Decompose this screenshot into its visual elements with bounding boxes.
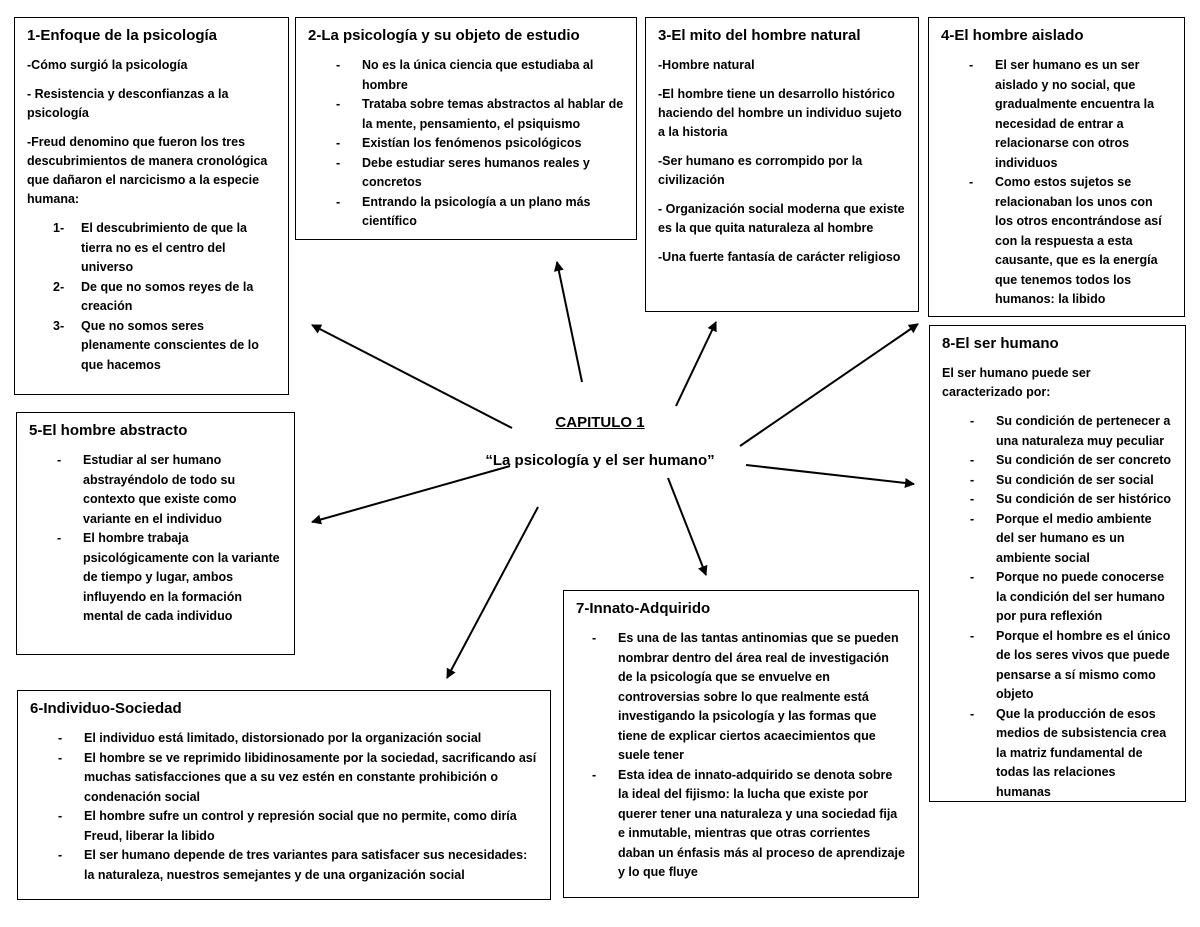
arrow-to-box8 [746, 465, 914, 484]
box6-list-item: - El hombre se ve reprimido libidinosamente por la sociedad, sacrificando así muchas satisfacciones que a su vez estén en constante prohibición o condenación social [58, 749, 538, 808]
box1-paragraph: - Resistencia y desconfianzas a la psicología [27, 87, 229, 120]
box-mito-hombre-natural [645, 17, 919, 312]
box8-list-item: - Su condición de ser concreto [970, 451, 1173, 471]
box-ser-humano [929, 325, 1186, 802]
box2-list-item: - Trataba sobre temas abstractos al hablar de la mente, pensamiento, el psiquismo [336, 95, 624, 134]
box-enfoque-psicologia [14, 17, 289, 395]
box6-list-item: - El ser humano depende de tres variantes para satisfacer sus necesidades: la naturaleza, nuestros semejantes y de una organización social [58, 846, 538, 885]
arrow-to-box6 [447, 507, 538, 678]
box6-list-item: - El individuo está limitado, distorsionado por la organización social [58, 729, 538, 749]
box5-list [29, 451, 282, 627]
box4-list [941, 56, 1172, 310]
box8-list-item: - Porque el medio ambiente del ser humano es un ambiente social [970, 510, 1173, 569]
box4-title: 4-El hombre aislado [941, 27, 1084, 44]
box1-paragraph: -Cómo surgió la psicología [27, 58, 188, 72]
box3-paragraph: -Hombre natural [658, 58, 755, 72]
box1-paragraph: -Freud denomino que fueron los tres descubrimientos de manera cronológica que dañaron el narcicismo a la especie humana: [27, 135, 268, 206]
box3-paragraph: -El hombre tiene un desarrollo histórico haciendo del hombre un individuo sujeto a la historia [658, 87, 902, 139]
box3-title: 3-El mito del hombre natural [658, 27, 861, 44]
box8-intro: El ser humano puede ser caracterizado por: [942, 366, 1091, 399]
box3-paragraph: -Una fuerte fantasía de carácter religioso [658, 250, 901, 264]
box4-list-item: - Como estos sujetos se relacionaban los unos con los otros encontrándose así con la respuesta a esta causante, que es la energía que tenemos todos los humanos: la libido [969, 173, 1172, 310]
box8-title: 8-El ser humano [942, 335, 1059, 352]
box1-list [27, 219, 276, 375]
arrow-to-box2 [557, 262, 582, 382]
box8-list-item: - Que la producción de esos medios de subsistencia crea la matriz fundamental de todas las relaciones humanas [970, 705, 1173, 803]
box7-list [576, 629, 906, 883]
box8-list-item: - Porque no puede conocerse la condición del ser humano por pura reflexión [970, 568, 1173, 627]
box8-list-item: - Su condición de ser histórico [970, 490, 1173, 510]
box2-title: 2-La psicología y su objeto de estudio [308, 27, 580, 44]
center-subtitle: “La psicología y el ser humano” [485, 452, 715, 469]
box8-list-item: - Porque el hombre es el único de los seres vivos que puede pensarse a sí mismo como objeto [970, 627, 1173, 705]
box2-list-item: - Entrando la psicología a un plano más científico [336, 193, 624, 232]
arrow-to-box3 [676, 322, 716, 406]
box6-list [30, 729, 538, 885]
box8-list-item: - Su condición de ser social [970, 471, 1173, 491]
box1-title: 1-Enfoque de la psicología [27, 27, 218, 44]
box8-list-item: - Su condición de pertenecer a una naturaleza muy peculiar [970, 412, 1173, 451]
box6-title: 6-Individuo-Sociedad [30, 700, 182, 717]
arrow-to-box4 [740, 324, 918, 446]
arrow-to-box5 [312, 466, 510, 522]
box2-list [308, 56, 624, 232]
box4-list-item: - El ser humano es un ser aislado y no social, que gradualmente encuentra la necesidad de entrar a relacionarse con otros individuos [969, 56, 1172, 173]
box-hombre-abstracto [16, 412, 295, 655]
box3-paragraph: -Ser humano es corrompido por la civilización [658, 154, 863, 187]
box7-list-item: - Es una de las tantas antinomias que se pueden nombrar dentro del área real de investigación de la psicología que se envuelve en controversias sobre lo que realmente está investigando la psicología y las formas que tiene de explicar ciertos acaecimientos que suele tener [592, 629, 906, 766]
box1-list-item: 2- De que no somos reyes de la creación [53, 279, 254, 313]
box7-title: 7-Innato-Adquirido [576, 600, 711, 617]
box-hombre-aislado [928, 17, 1185, 317]
arrow-to-box7 [668, 478, 706, 575]
box7-list-item: - Esta idea de innato-adquirido se denota sobre la ideal del fijismo: la lucha que existe por querer tener una naturaleza y una sociedad fija e inmutable, mientras que otras corrientes daban un énfasis más al proceso de aprendizaje y lo que fluye [592, 766, 906, 883]
box1-list-item: 1- El descubrimiento de que la tierra no es el centro del universo [53, 221, 248, 274]
box2-list-item: - Existían los fenómenos psicológicos [336, 134, 624, 154]
box1-list-item: 3- Que no somos seres plenamente conscientes de lo que hacemos [53, 318, 259, 372]
box2-list-item: - No es la única ciencia que estudiaba al hombre [336, 56, 624, 95]
box5-list-item: - Estudiar al ser humano abstrayéndolo de todo su contexto que existe como variante en el individuo [57, 451, 282, 529]
box-psicologia-objeto-estudio [295, 17, 637, 240]
box5-list-item: - El hombre trabaja psicológicamente con la variante de tiempo y lugar, ambos influyendo en la formación mental de cada individuo [57, 529, 282, 627]
box8-list [942, 412, 1173, 802]
box6-list-item: - El hombre sufre un control y represión social que no permite, como diría Freud, liberar la libido [58, 807, 538, 846]
box2-list-item: - Debe estudiar seres humanos reales y concretos [336, 154, 624, 193]
box-individuo-sociedad [17, 690, 551, 900]
center-title: CAPITULO 1 [555, 414, 645, 431]
box-innato-adquirido [563, 590, 919, 898]
arrow-to-box1 [312, 325, 512, 428]
box5-title: 5-El hombre abstracto [29, 422, 188, 439]
box3-paragraph: - Organización social moderna que existe es la que quita naturaleza al hombre [658, 202, 905, 235]
